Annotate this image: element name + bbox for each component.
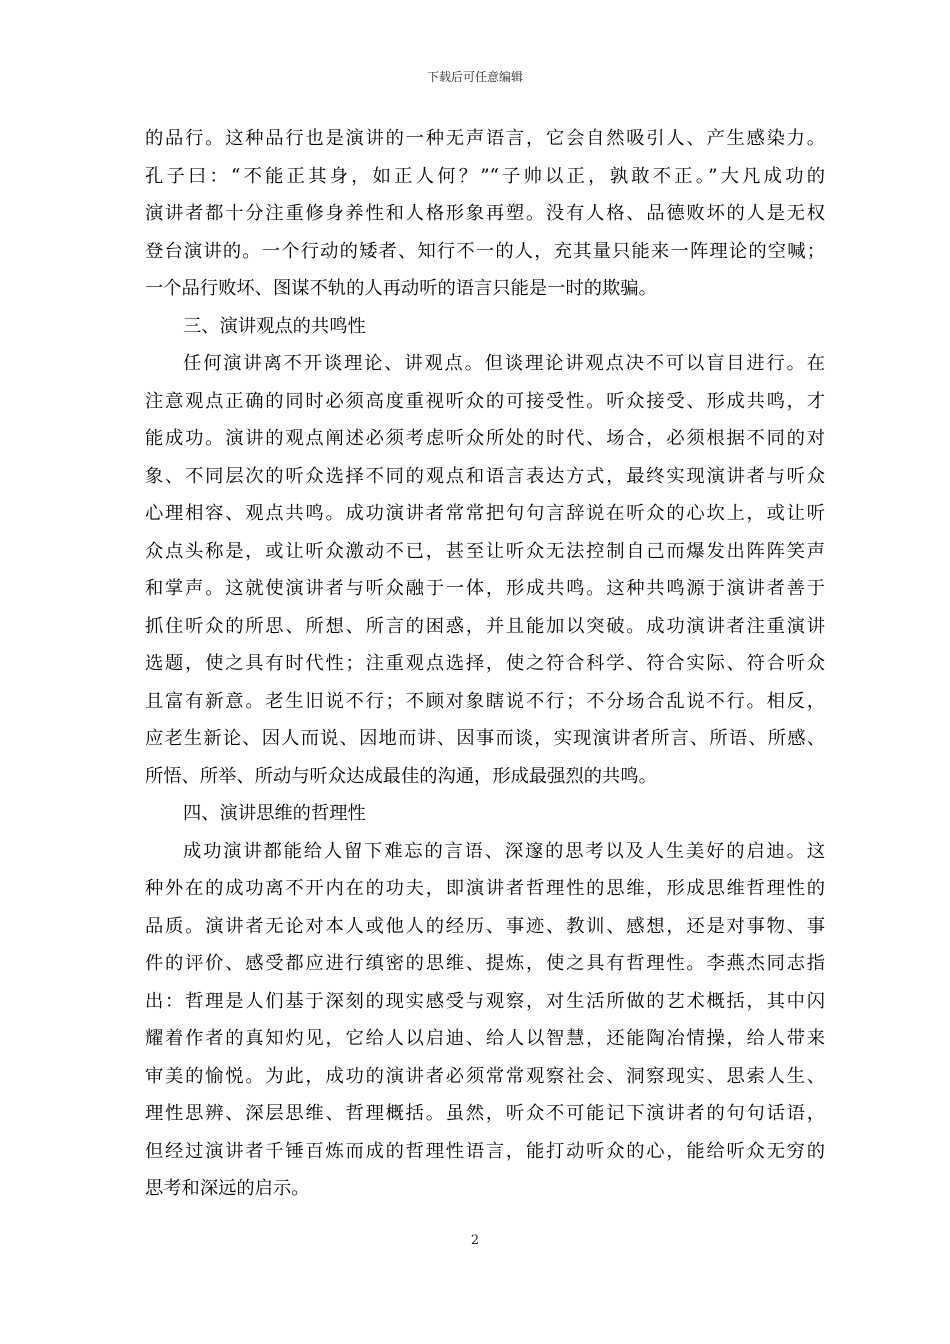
text-line: 思考和深远的启示。 [145, 1178, 310, 1199]
text-line: 所悟、所举、所动与听众达成最佳的沟通，形成最强烈的共鸣。 [145, 765, 657, 787]
text-line: 一个品行败坏、图谋不轨的人再动听的语言只能是一时的欺骗。 [145, 278, 657, 299]
text-line: 抓住听众的所思、所想、所言的困惑，并且能加以突破。成功演讲者注重演讲 [145, 615, 825, 637]
text-line: 出：哲理是人们基于深刻的现实感受与观察，对生活所做的艺术概括，其中闪 [145, 990, 825, 1012]
text-line: 成功演讲都能给人留下难忘的言语、深邃的思考以及人生美好的启迪。这 [183, 840, 825, 862]
text-line: 种外在的成功离不开内在的功夫，即演讲者哲理性的思维，形成思维哲理性的 [145, 878, 825, 899]
text-line: 孔子曰：“不能正其身，如正人何？”“子帅以正，孰敢不正。”大凡成功的 [145, 165, 825, 187]
text-line: 能成功。演讲的观点阐述必须考虑听众所处的时代、场合，必须根据不同的对 [145, 428, 825, 449]
text-line: 品质。演讲者无论对本人或他人的经历、事迹、教训、感想，还是对事物、事 [145, 915, 825, 937]
text-line: 应老生新论、因人而说、因地而讲、因事而谈，实现演讲者所言、所语、所感、 [145, 728, 825, 749]
text-line: 象、不同层次的听众选择不同的观点和语言表达方式，最终实现演讲者与听众 [145, 465, 825, 487]
text-line: 但经过演讲者千锤百炼而成的哲理性语言，能打动听众的心，能给听众无穷的 [145, 1140, 825, 1162]
text-line: 的品行。这种品行也是演讲的一种无声语言，它会自然吸引人、产生感染力。 [145, 128, 825, 149]
text-line: 件的评价、感受都应进行缜密的思维、提炼，使之具有哲理性。李燕杰同志指 [145, 953, 825, 974]
text-line: 演讲者都十分注重修身养性和人格形象再塑。没有人格、品德败坏的人是无权 [145, 203, 825, 224]
text-line: 任何演讲离不开谈理论、讲观点。但谈理论讲观点决不可以盲目进行。在 [183, 353, 825, 374]
text-line: 理性思辨、深层思维、哲理概括。虽然，听众不可能记下演讲者的句句话语， [145, 1103, 825, 1124]
text-line: 审美的愉悦。为此，成功的演讲者必须常常观察社会、洞察现实、思索人生、 [145, 1065, 825, 1087]
text-line: 选题，使之具有时代性；注重观点选择，使之符合科学、符合实际、符合听众 [145, 653, 825, 674]
page-number: 2 [470, 1233, 480, 1248]
section-heading: 四、演讲思维的哲理性 [183, 803, 366, 824]
text-line: 注意观点正确的同时必须高度重视听众的可接受性。听众接受、形成共鸣，才 [145, 390, 825, 412]
text-line: 众点头称是，或让听众激动不已，甚至让听众无法控制自己而爆发出阵阵笑声 [145, 540, 825, 562]
text-line: 和掌声。这就使演讲者与听众融于一体，形成共鸣。这种共鸣源于演讲者善于 [145, 578, 825, 599]
text-line: 耀着作者的真知灼见，它给人以启迪、给人以智慧，还能陶冶情操，给人带来 [145, 1028, 825, 1049]
page-header: 下载后可任意编辑 [426, 70, 523, 84]
section-heading: 三、演讲观点的共鸣性 [183, 315, 366, 337]
text-line: 且富有新意。老生旧说不行；不顾对象瞎说不行；不分场合乱说不行。相反， [145, 690, 825, 712]
body-text [145, 120, 825, 1208]
text-line: 心理相容、观点共鸣。成功演讲者常常把句句言辞说在听众的心坎上，或让听 [145, 503, 825, 524]
text-line: 登台演讲的。一个行动的矮者、知行不一的人，充其量只能来一阵理论的空喊； [145, 240, 825, 262]
